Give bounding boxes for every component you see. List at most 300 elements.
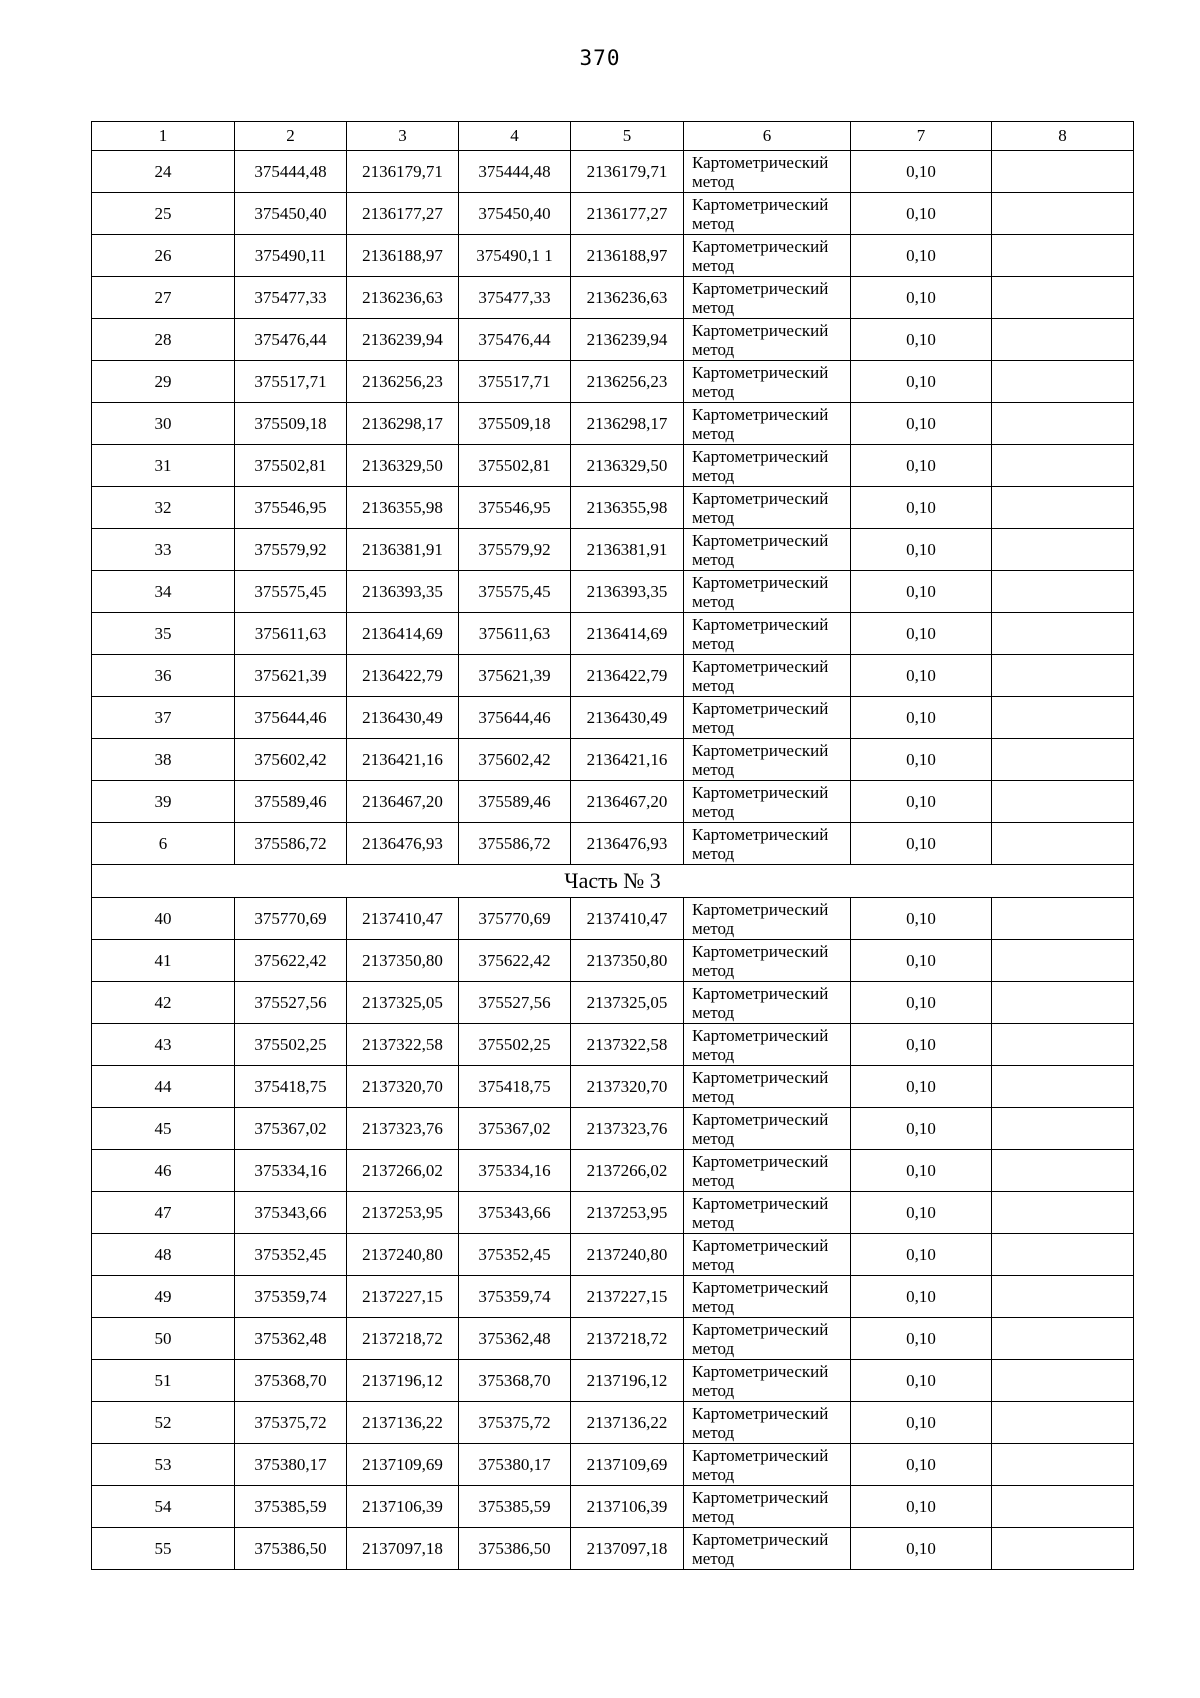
accuracy-cell: 0,10 <box>851 655 992 697</box>
y-coordinate-cell: 2136355,98 <box>347 487 459 529</box>
method-text: метод <box>692 549 735 569</box>
table-row <box>92 1528 1134 1570</box>
y-coordinate-cell: 2137350,80 <box>347 940 459 982</box>
point-number-cell: 47 <box>92 1192 235 1234</box>
method-text: Картометрический <box>692 236 829 256</box>
x-coordinate-cell: 375502,25 <box>459 1024 571 1066</box>
y-coordinate-cell: 2136381,91 <box>347 529 459 571</box>
y-coordinate-cell: 2137325,05 <box>571 982 684 1024</box>
method-text: метод <box>692 1548 735 1568</box>
x-coordinate-cell: 375334,16 <box>235 1150 347 1192</box>
accuracy-cell: 0,10 <box>851 697 992 739</box>
column-header: 8 <box>992 122 1134 151</box>
accuracy-cell: 0,10 <box>851 1360 992 1402</box>
column-header: 5 <box>571 122 684 151</box>
y-coordinate-cell: 2136256,23 <box>347 361 459 403</box>
x-coordinate-cell: 375476,44 <box>235 319 347 361</box>
x-coordinate-cell: 375622,42 <box>459 940 571 982</box>
point-number-cell: 29 <box>92 361 235 403</box>
method-text: метод <box>692 1338 735 1358</box>
x-coordinate-cell: 375621,39 <box>235 655 347 697</box>
method-cell <box>684 781 851 823</box>
x-coordinate-cell: 375367,02 <box>459 1108 571 1150</box>
method-text: метод <box>692 801 735 821</box>
point-number-cell: 27 <box>92 277 235 319</box>
accuracy-cell: 0,10 <box>851 319 992 361</box>
point-number-cell: 37 <box>92 697 235 739</box>
note-cell <box>992 898 1134 940</box>
method-cell <box>684 403 851 445</box>
part-heading-row <box>92 865 1134 898</box>
x-coordinate-cell: 375602,42 <box>459 739 571 781</box>
note-cell <box>992 487 1134 529</box>
method-text: метод <box>692 717 735 737</box>
y-coordinate-cell: 2137097,18 <box>571 1528 684 1570</box>
y-coordinate-cell: 2136188,97 <box>347 235 459 277</box>
x-coordinate-cell: 375644,46 <box>235 697 347 739</box>
method-text: метод <box>692 633 735 653</box>
column-header: 2 <box>235 122 347 151</box>
method-text: метод <box>692 339 735 359</box>
table-row <box>92 940 1134 982</box>
y-coordinate-cell: 2136467,20 <box>571 781 684 823</box>
y-coordinate-cell: 2136393,35 <box>571 571 684 613</box>
accuracy-cell: 0,10 <box>851 982 992 1024</box>
accuracy-cell: 0,10 <box>851 1444 992 1486</box>
y-coordinate-cell: 2137320,70 <box>347 1066 459 1108</box>
point-number-cell: 24 <box>92 151 235 193</box>
point-number-cell: 53 <box>92 1444 235 1486</box>
point-number-cell: 30 <box>92 403 235 445</box>
x-coordinate-cell: 375644,46 <box>459 697 571 739</box>
x-coordinate-cell: 375444,48 <box>459 151 571 193</box>
method-text: Картометрический <box>692 488 829 508</box>
note-cell <box>992 277 1134 319</box>
y-coordinate-cell: 2137323,76 <box>347 1108 459 1150</box>
method-cell <box>684 529 851 571</box>
point-number-cell: 6 <box>92 823 235 865</box>
point-number-cell: 45 <box>92 1108 235 1150</box>
y-coordinate-cell: 2136179,71 <box>347 151 459 193</box>
accuracy-cell: 0,10 <box>851 781 992 823</box>
x-coordinate-cell: 375385,59 <box>235 1486 347 1528</box>
x-coordinate-cell: 375546,95 <box>459 487 571 529</box>
y-coordinate-cell: 2136422,79 <box>571 655 684 697</box>
note-cell <box>992 1486 1134 1528</box>
note-cell <box>992 319 1134 361</box>
method-text: Картометрический <box>692 152 829 172</box>
table-row <box>92 319 1134 361</box>
table-row <box>92 982 1134 1024</box>
method-cell <box>684 319 851 361</box>
method-cell <box>684 940 851 982</box>
y-coordinate-cell: 2137136,22 <box>347 1402 459 1444</box>
x-coordinate-cell: 375450,40 <box>235 193 347 235</box>
x-coordinate-cell: 375352,45 <box>235 1234 347 1276</box>
method-text: Картометрический <box>692 1445 829 1465</box>
table-row <box>92 487 1134 529</box>
y-coordinate-cell: 2137227,15 <box>571 1276 684 1318</box>
x-coordinate-cell: 375502,81 <box>459 445 571 487</box>
note-cell <box>992 1108 1134 1150</box>
method-text: Картометрический <box>692 899 829 919</box>
method-text: Картометрический <box>692 1319 829 1339</box>
method-text: Картометрический <box>692 572 829 592</box>
x-coordinate-cell: 375602,42 <box>235 739 347 781</box>
method-text: Картометрический <box>692 1151 829 1171</box>
note-cell <box>992 529 1134 571</box>
y-coordinate-cell: 2136414,69 <box>347 613 459 655</box>
y-coordinate-cell: 2137106,39 <box>571 1486 684 1528</box>
method-text: Картометрический <box>692 1067 829 1087</box>
x-coordinate-cell: 375586,72 <box>459 823 571 865</box>
point-number-cell: 39 <box>92 781 235 823</box>
y-coordinate-cell: 2137266,02 <box>347 1150 459 1192</box>
method-text: метод <box>692 759 735 779</box>
method-text: метод <box>692 507 735 527</box>
point-number-cell: 31 <box>92 445 235 487</box>
method-text: Картометрический <box>692 1487 829 1507</box>
method-text: метод <box>692 297 735 317</box>
method-text: Картометрический <box>692 1235 829 1255</box>
method-cell <box>684 1444 851 1486</box>
page-number: 370 <box>579 46 621 70</box>
method-cell <box>684 697 851 739</box>
x-coordinate-cell: 375368,70 <box>235 1360 347 1402</box>
method-text: метод <box>692 960 735 980</box>
method-text: Картометрический <box>692 698 829 718</box>
y-coordinate-cell: 2137196,12 <box>571 1360 684 1402</box>
accuracy-cell: 0,10 <box>851 823 992 865</box>
method-text: метод <box>692 1170 735 1190</box>
method-text: Картометрический <box>692 740 829 760</box>
note-cell <box>992 613 1134 655</box>
table-row <box>92 1150 1134 1192</box>
coordinates-table <box>91 121 1134 1570</box>
table-row <box>92 571 1134 613</box>
table-row <box>92 1360 1134 1402</box>
note-cell <box>992 235 1134 277</box>
accuracy-cell: 0,10 <box>851 1192 992 1234</box>
accuracy-cell: 0,10 <box>851 1234 992 1276</box>
y-coordinate-cell: 2137218,72 <box>571 1318 684 1360</box>
method-cell <box>684 1318 851 1360</box>
y-coordinate-cell: 2136422,79 <box>347 655 459 697</box>
method-text: метод <box>692 1212 735 1232</box>
y-coordinate-cell: 2137097,18 <box>347 1528 459 1570</box>
method-cell <box>684 823 851 865</box>
table-row <box>92 361 1134 403</box>
method-text: Картометрический <box>692 614 829 634</box>
note-cell <box>992 1192 1134 1234</box>
method-text: метод <box>692 465 735 485</box>
method-text: Картометрический <box>692 656 829 676</box>
x-coordinate-cell: 375589,46 <box>235 781 347 823</box>
y-coordinate-cell: 2137410,47 <box>347 898 459 940</box>
y-coordinate-cell: 2137323,76 <box>571 1108 684 1150</box>
x-coordinate-cell: 375375,72 <box>235 1402 347 1444</box>
method-text: Картометрический <box>692 278 829 298</box>
y-coordinate-cell: 2137266,02 <box>571 1150 684 1192</box>
x-coordinate-cell: 375579,92 <box>235 529 347 571</box>
y-coordinate-cell: 2136355,98 <box>571 487 684 529</box>
note-cell <box>992 781 1134 823</box>
x-coordinate-cell: 375589,46 <box>459 781 571 823</box>
y-coordinate-cell: 2136421,16 <box>347 739 459 781</box>
x-coordinate-cell: 375386,50 <box>235 1528 347 1570</box>
y-coordinate-cell: 2136476,93 <box>347 823 459 865</box>
part-heading-section <box>92 865 1134 898</box>
y-coordinate-cell: 2136430,49 <box>571 697 684 739</box>
note-cell <box>992 739 1134 781</box>
method-cell <box>684 235 851 277</box>
note-cell <box>992 1528 1134 1570</box>
x-coordinate-cell: 375502,25 <box>235 1024 347 1066</box>
method-text: метод <box>692 1380 735 1400</box>
y-coordinate-cell: 2136476,93 <box>571 823 684 865</box>
accuracy-cell: 0,10 <box>851 1024 992 1066</box>
method-text: Картометрический <box>692 983 829 1003</box>
table-row <box>92 1318 1134 1360</box>
method-cell <box>684 571 851 613</box>
y-coordinate-cell: 2137240,80 <box>571 1234 684 1276</box>
table-row <box>92 1444 1134 1486</box>
method-text: Картометрический <box>692 1277 829 1297</box>
y-coordinate-cell: 2137218,72 <box>347 1318 459 1360</box>
method-cell <box>684 1234 851 1276</box>
y-coordinate-cell: 2136298,17 <box>571 403 684 445</box>
method-cell <box>684 277 851 319</box>
note-cell <box>992 1150 1134 1192</box>
column-header: 7 <box>851 122 992 151</box>
header-row <box>92 122 1134 151</box>
method-text: метод <box>692 1506 735 1526</box>
point-number-cell: 46 <box>92 1150 235 1192</box>
method-text: Картометрический <box>692 1025 829 1045</box>
accuracy-cell: 0,10 <box>851 613 992 655</box>
table-row <box>92 1108 1134 1150</box>
x-coordinate-cell: 375622,42 <box>235 940 347 982</box>
note-cell <box>992 1444 1134 1486</box>
accuracy-cell: 0,10 <box>851 403 992 445</box>
method-text: метод <box>692 1086 735 1106</box>
accuracy-cell: 0,10 <box>851 487 992 529</box>
y-coordinate-cell: 2136329,50 <box>347 445 459 487</box>
x-coordinate-cell: 375546,95 <box>235 487 347 529</box>
method-cell <box>684 1402 851 1444</box>
accuracy-cell: 0,10 <box>851 529 992 571</box>
accuracy-cell: 0,10 <box>851 898 992 940</box>
table-row <box>92 445 1134 487</box>
method-text: метод <box>692 918 735 938</box>
method-cell <box>684 613 851 655</box>
note-cell <box>992 361 1134 403</box>
x-coordinate-cell: 375386,50 <box>459 1528 571 1570</box>
table-row <box>92 613 1134 655</box>
note-cell <box>992 823 1134 865</box>
note-cell <box>992 1234 1134 1276</box>
method-text: метод <box>692 1128 735 1148</box>
x-coordinate-cell: 375334,16 <box>459 1150 571 1192</box>
note-cell <box>992 1024 1134 1066</box>
x-coordinate-cell: 375380,17 <box>235 1444 347 1486</box>
point-number-cell: 38 <box>92 739 235 781</box>
method-text: метод <box>692 171 735 191</box>
x-coordinate-cell: 375362,48 <box>235 1318 347 1360</box>
accuracy-cell: 0,10 <box>851 739 992 781</box>
point-number-cell: 36 <box>92 655 235 697</box>
method-text: Картометрический <box>692 782 829 802</box>
x-coordinate-cell: 375359,74 <box>459 1276 571 1318</box>
method-text: Картометрический <box>692 1529 829 1549</box>
accuracy-cell: 0,10 <box>851 940 992 982</box>
method-cell <box>684 739 851 781</box>
x-coordinate-cell: 375418,75 <box>235 1066 347 1108</box>
x-coordinate-cell: 375509,18 <box>235 403 347 445</box>
method-text: Картометрический <box>692 194 829 214</box>
y-coordinate-cell: 2136236,63 <box>347 277 459 319</box>
note-cell <box>992 1318 1134 1360</box>
method-text: метод <box>692 675 735 695</box>
table-header <box>92 122 1134 151</box>
note-cell <box>992 940 1134 982</box>
method-text: Картометрический <box>692 1109 829 1129</box>
method-text: метод <box>692 1002 735 1022</box>
point-number-cell: 54 <box>92 1486 235 1528</box>
column-header: 6 <box>684 122 851 151</box>
table-row <box>92 655 1134 697</box>
y-coordinate-cell: 2137109,69 <box>571 1444 684 1486</box>
method-cell <box>684 151 851 193</box>
method-text: Картометрический <box>692 1193 829 1213</box>
method-text: Картометрический <box>692 320 829 340</box>
x-coordinate-cell: 375343,66 <box>235 1192 347 1234</box>
part-heading: Часть № 3 <box>92 865 1134 898</box>
accuracy-cell: 0,10 <box>851 151 992 193</box>
x-coordinate-cell: 375527,56 <box>235 982 347 1024</box>
table-row <box>92 739 1134 781</box>
table-row <box>92 277 1134 319</box>
point-number-cell: 55 <box>92 1528 235 1570</box>
method-cell <box>684 1066 851 1108</box>
column-header: 3 <box>347 122 459 151</box>
method-text: метод <box>692 1044 735 1064</box>
method-text: метод <box>692 1254 735 1274</box>
point-number-cell: 41 <box>92 940 235 982</box>
method-text: метод <box>692 213 735 233</box>
table-row <box>92 1024 1134 1066</box>
y-coordinate-cell: 2136430,49 <box>347 697 459 739</box>
x-coordinate-cell: 375352,45 <box>459 1234 571 1276</box>
note-cell <box>992 445 1134 487</box>
note-cell <box>992 1276 1134 1318</box>
accuracy-cell: 0,10 <box>851 1528 992 1570</box>
note-cell <box>992 403 1134 445</box>
x-coordinate-cell: 375770,69 <box>235 898 347 940</box>
method-text: метод <box>692 255 735 275</box>
table-row <box>92 1402 1134 1444</box>
y-coordinate-cell: 2137350,80 <box>571 940 684 982</box>
method-text: метод <box>692 381 735 401</box>
method-cell <box>684 1276 851 1318</box>
table-row <box>92 403 1134 445</box>
method-text: Картометрический <box>692 824 829 844</box>
accuracy-cell: 0,10 <box>851 235 992 277</box>
note-cell <box>992 193 1134 235</box>
x-coordinate-cell: 375611,63 <box>235 613 347 655</box>
point-number-cell: 33 <box>92 529 235 571</box>
column-header: 1 <box>92 122 235 151</box>
point-number-cell: 40 <box>92 898 235 940</box>
method-text: Картометрический <box>692 530 829 550</box>
table-row <box>92 898 1134 940</box>
method-cell <box>684 1360 851 1402</box>
y-coordinate-cell: 2137253,95 <box>571 1192 684 1234</box>
x-coordinate-cell: 375477,33 <box>235 277 347 319</box>
method-cell <box>684 898 851 940</box>
method-cell <box>684 361 851 403</box>
y-coordinate-cell: 2137106,39 <box>347 1486 459 1528</box>
point-number-cell: 48 <box>92 1234 235 1276</box>
x-coordinate-cell: 375517,71 <box>235 361 347 403</box>
point-number-cell: 26 <box>92 235 235 277</box>
accuracy-cell: 0,10 <box>851 1486 992 1528</box>
table-row <box>92 235 1134 277</box>
column-header: 4 <box>459 122 571 151</box>
point-number-cell: 35 <box>92 613 235 655</box>
method-text: метод <box>692 591 735 611</box>
x-coordinate-cell: 375367,02 <box>235 1108 347 1150</box>
y-coordinate-cell: 2136414,69 <box>571 613 684 655</box>
method-text: метод <box>692 423 735 443</box>
y-coordinate-cell: 2136256,23 <box>571 361 684 403</box>
y-coordinate-cell: 2136329,50 <box>571 445 684 487</box>
method-cell <box>684 1150 851 1192</box>
y-coordinate-cell: 2137240,80 <box>347 1234 459 1276</box>
section-2-rows <box>92 898 1134 1570</box>
table-row <box>92 1066 1134 1108</box>
x-coordinate-cell: 375611,63 <box>459 613 571 655</box>
method-cell <box>684 982 851 1024</box>
method-text: Картометрический <box>692 446 829 466</box>
method-text: Картометрический <box>692 404 829 424</box>
point-number-cell: 51 <box>92 1360 235 1402</box>
y-coordinate-cell: 2136179,71 <box>571 151 684 193</box>
table-row <box>92 1486 1134 1528</box>
accuracy-cell: 0,10 <box>851 1276 992 1318</box>
x-coordinate-cell: 375527,56 <box>459 982 571 1024</box>
y-coordinate-cell: 2137109,69 <box>347 1444 459 1486</box>
note-cell <box>992 655 1134 697</box>
x-coordinate-cell: 375444,48 <box>235 151 347 193</box>
x-coordinate-cell: 375579,92 <box>459 529 571 571</box>
accuracy-cell: 0,10 <box>851 1318 992 1360</box>
table-row <box>92 781 1134 823</box>
x-coordinate-cell: 375380,17 <box>459 1444 571 1486</box>
method-cell <box>684 655 851 697</box>
x-coordinate-cell: 375509,18 <box>459 403 571 445</box>
method-cell <box>684 1108 851 1150</box>
accuracy-cell: 0,10 <box>851 1150 992 1192</box>
note-cell <box>992 1402 1134 1444</box>
method-text: Картометрический <box>692 941 829 961</box>
method-cell <box>684 1024 851 1066</box>
x-coordinate-cell: 375418,75 <box>459 1066 571 1108</box>
method-text: метод <box>692 1422 735 1442</box>
accuracy-cell: 0,10 <box>851 193 992 235</box>
method-text: Картометрический <box>692 1403 829 1423</box>
note-cell <box>992 697 1134 739</box>
